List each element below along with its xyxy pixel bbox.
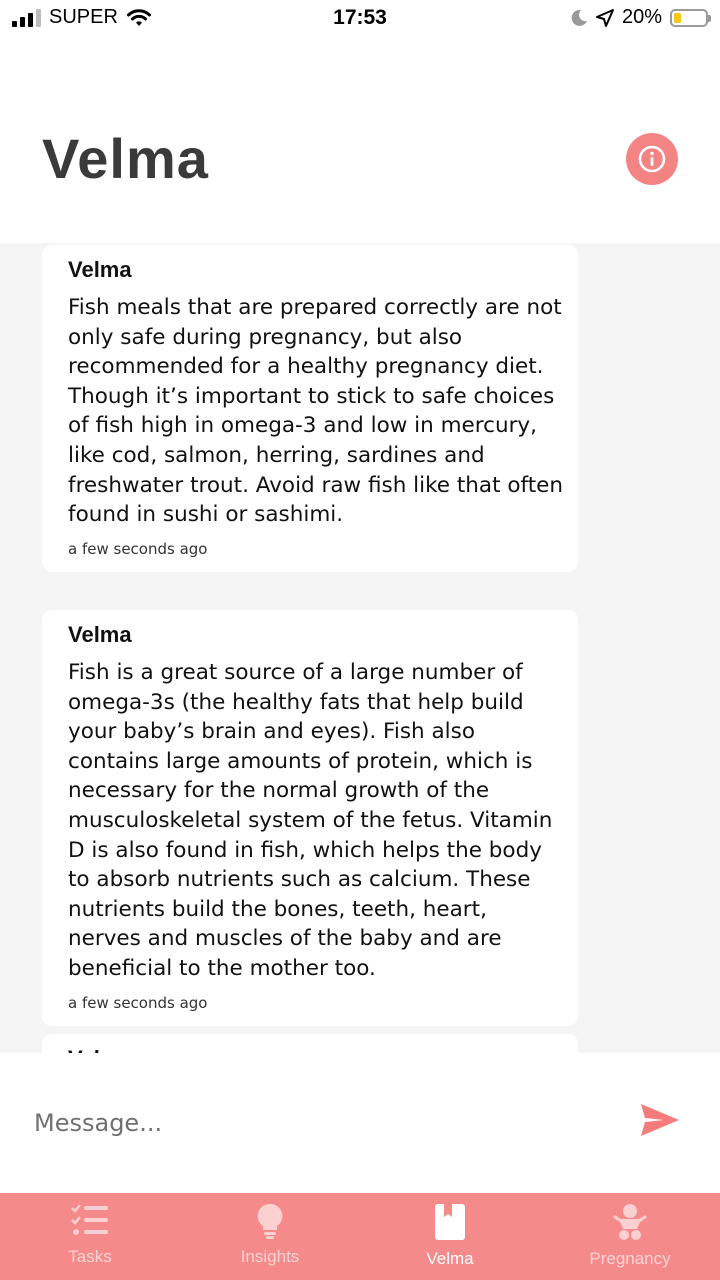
status-time: 17:53 (333, 6, 387, 29)
battery-icon (670, 9, 708, 27)
baby-icon (613, 1203, 647, 1241)
app-header (0, 38, 720, 243)
message-bubble (42, 245, 578, 572)
info-icon (638, 145, 666, 173)
tab-insights[interactable] (180, 1193, 360, 1280)
info-button[interactable] (626, 133, 678, 185)
location-arrow-icon (596, 9, 614, 27)
tab-label: Insights (240, 1247, 300, 1266)
lightbulb-icon (255, 1203, 285, 1239)
tab-label: Tasks (68, 1247, 112, 1266)
tab-label: Velma (426, 1249, 474, 1268)
book-icon (434, 1203, 466, 1241)
moon-icon (570, 9, 588, 27)
page-title: Velma (42, 127, 209, 190)
carrier-label: SUPER (49, 6, 118, 28)
send-button[interactable] (640, 1103, 688, 1147)
message-timestamp: a few seconds ago (68, 993, 208, 1012)
message-text: Fish is a great source of a large number of omega-3s (the healthy fats that help build your baby’s brain and eyes). Fish also contains large amounts of protein, which is necessary for the normal growth of the musculoskeletal system of the fetus. Vitamin D is also found in fish, which helps the body to absorb nutrients such as calcium. These nutrients build the bones, teeth, heart, nerves and muscles of the baby and are beneficial to the mother too. (68, 660, 553, 981)
tab-pregnancy[interactable] (540, 1193, 720, 1280)
send-icon (640, 1103, 680, 1137)
tab-velma[interactable] (360, 1193, 540, 1280)
tab-label: Pregnancy (589, 1249, 671, 1268)
bottom-tab-bar (0, 1193, 720, 1280)
tab-tasks[interactable] (0, 1193, 180, 1280)
message-text: Fish meals that are prepared correctly are not only safe during pregnancy, but also recommended for a healthy pregnancy diet. Though it’s important to stick to safe choices of fish high in omega-3 and low in mercury, like cod, salmon, herring, sardines and freshwater trout. Avoid raw fish like that often found in sushi or sashimi. (68, 295, 563, 528)
chat-list[interactable] (0, 243, 720, 1053)
message-sender: Velma (68, 622, 132, 647)
message-composer (0, 1053, 720, 1193)
message-timestamp: a few seconds ago (68, 539, 208, 558)
checklist-icon (70, 1203, 110, 1239)
message-bubble (42, 610, 578, 1026)
battery-percent: 20% (621, 6, 662, 28)
message-input[interactable] (34, 1101, 614, 1145)
status-bar (0, 0, 720, 38)
message-sender: Velma (68, 257, 132, 282)
